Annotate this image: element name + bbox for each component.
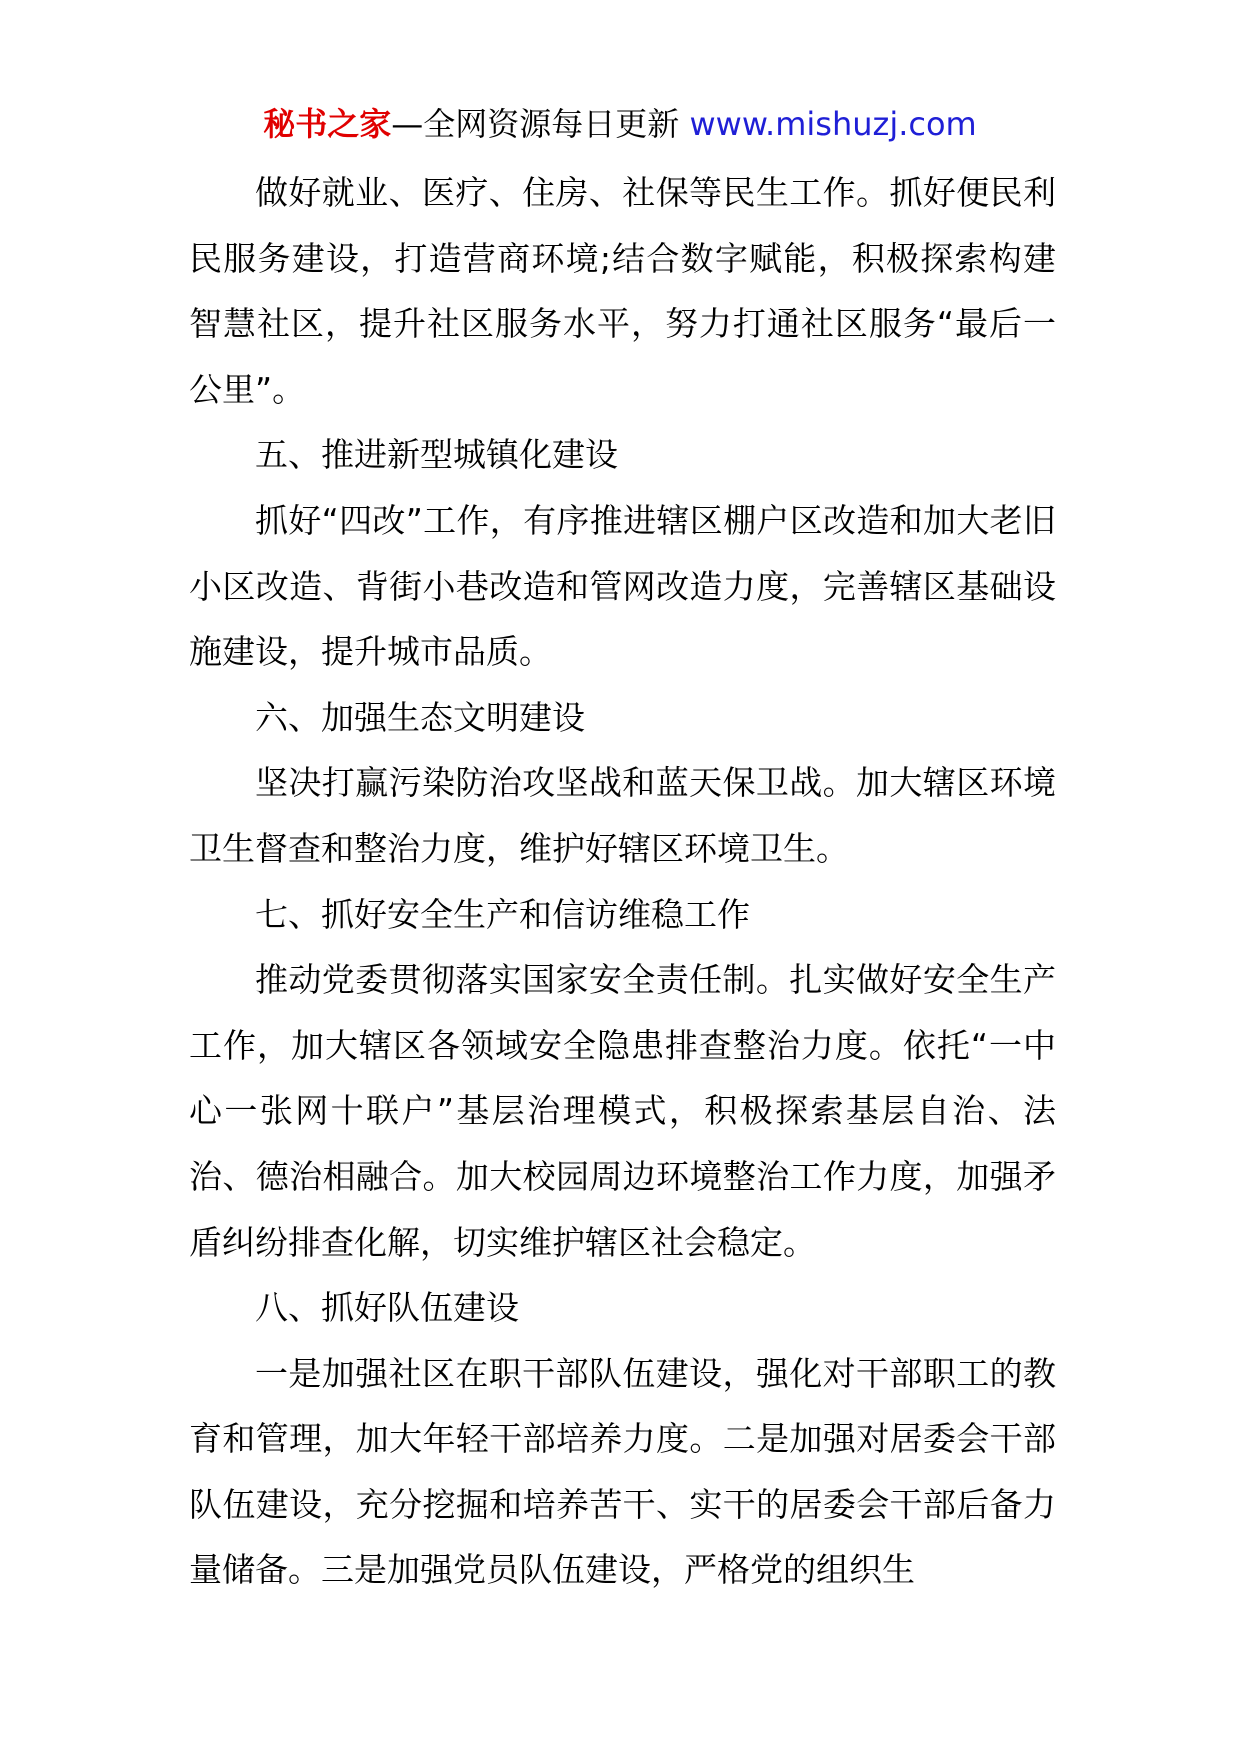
paragraph-team: 一是加强社区在职干部队伍建设，强化对干部职工的教育和管理，加大年轻干部培养力度。二是加强对居委会干部队伍建设，充分挖掘和培养苦干、实干的居委会干部后备力量储备。三是加强党员队伍建设，严格党的组织生 — [189, 1353, 1056, 1590]
header-tagline: —全网资源每日更新 — [391, 105, 680, 143]
document-body — [189, 160, 1056, 1603]
heading-urbanization: 五、推进新型城镇化建设 — [255, 435, 618, 475]
paragraph-ecology: 坚决打赢污染防治攻坚战和蓝天保卫战。加大辖区环境卫生督查和整治力度，维护好辖区环境卫生。 — [189, 763, 1056, 868]
heading-team: 八、抓好队伍建设 — [255, 1288, 519, 1328]
heading-ecology: 六、加强生态文明建设 — [255, 697, 585, 737]
paragraph-livelihood: 做好就业、医疗、住房、社保等民生工作。抓好便民利民服务建设，打造营商环境;结合数字赋能，积极探索构建智慧社区，提升社区服务水平，努力打通社区服务“最后一公里”。 — [189, 173, 1056, 409]
site-header — [0, 98, 1240, 150]
heading-safety: 七、抓好安全生产和信访维稳工作 — [255, 894, 750, 934]
brand-name: 秘书之家 — [263, 105, 392, 143]
paragraph-safety: 推动党委贯彻落实国家安全责任制。扎实做好安全生产工作，加大辖区各领域安全隐患排查整治力度。依托“一中心一张网十联户”基层治理模式，积极探索基层自治、法治、德治相融合。加大校园周边环境整治工作力度，加强矛盾纠纷排查化解，切实维护辖区社会稳定。 — [189, 960, 1056, 1262]
site-url-link[interactable]: www.mishuzj.com — [689, 105, 977, 143]
paragraph-urbanization: 抓好“四改”工作，有序推进辖区棚户区改造和加大老旧小区改造、背街小巷改造和管网改造力度，完善辖区基础设施建设，提升城市品质。 — [189, 500, 1056, 672]
